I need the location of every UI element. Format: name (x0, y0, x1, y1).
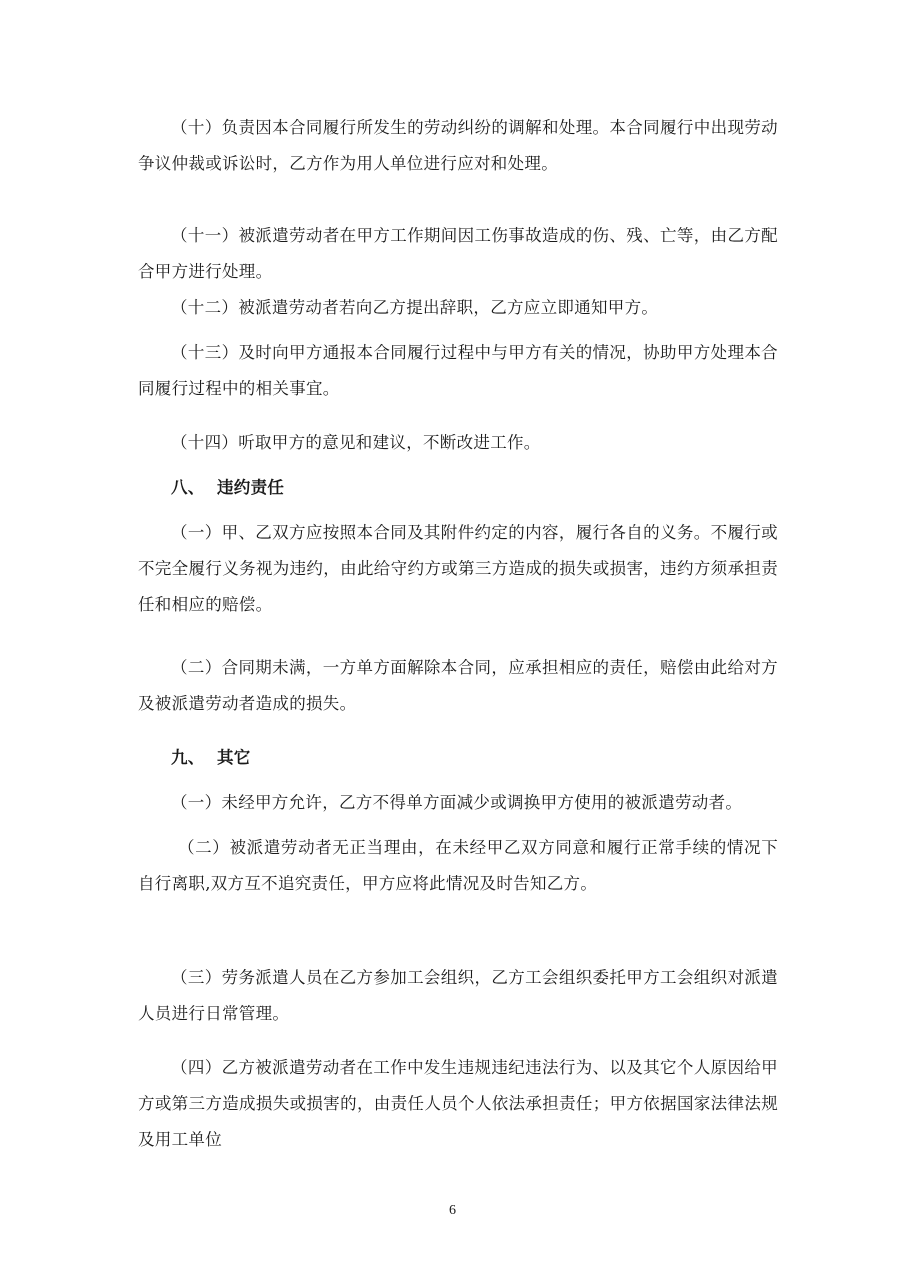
page-number: 6 (449, 1203, 456, 1218)
paragraph-thirteen: （十三）及时向甲方通报本合同履行过程中与甲方有关的情况，协助甲方处理本合同履行过程中的相关事宜。 (138, 343, 778, 398)
breach-paragraph-one: （一）甲、乙双方应按照本合同及其附件约定的内容，履行各自的义务。不履行或不完全履行义务视为违约，由此给守约方或第三方造成的损失或损害，违约方须承担责任和相应的赔偿。 (138, 523, 778, 614)
other-paragraph-four: （四）乙方被派遣劳动者在工作中发生违规违纪违法行为、以及其它个人原因给甲方或第三方造成损失或损害的，由责任人员个人依法承担责任；甲方依据国家法律法规及用工单位 (138, 1058, 778, 1149)
other-paragraph-one: （一）未经甲方允许，乙方不得单方面减少或调换甲方使用的被派遣劳动者。 (171, 793, 743, 812)
other-paragraph-two: （二）被派遣劳动者无正当理由，在未经甲乙双方同意和履行正常手续的情况下自行离职,双方互不追究责任，甲方应将此情况及时告知乙方。 (138, 838, 778, 893)
other-paragraph-three: （三）劳务派遣人员在乙方参加工会组织，乙方工会组织委托甲方工会组织对派遣人员进行日常管理。 (138, 968, 778, 1023)
section-number: 九、 (171, 748, 205, 767)
paragraph-eleven: （十一）被派遣劳动者在甲方工作期间因工伤事故造成的伤、残、亡等，由乙方配合甲方进行处理。 (138, 226, 778, 281)
section-heading-breach (171, 470, 284, 506)
paragraph-fourteen: （十四）听取甲方的意见和建议，不断改进工作。 (171, 433, 541, 452)
section-title: 其它 (217, 748, 251, 767)
section-heading-other (171, 740, 251, 776)
breach-paragraph-two: （二）合同期未满，一方单方面解除本合同，应承担相应的责任，赔偿由此给对方及被派遣劳动者造成的损失。 (138, 658, 778, 713)
paragraph-ten: （十）负责因本合同履行所发生的劳动纠纷的调解和处理。本合同履行中出现劳动争议仲裁或诉讼时，乙方作为用人单位进行应对和处理。 (138, 118, 778, 173)
paragraph-twelve: （十二）被派遣劳动者若向乙方提出辞职，乙方应立即通知甲方。 (171, 298, 659, 317)
section-title: 违约责任 (217, 478, 285, 497)
section-number: 八、 (171, 478, 205, 497)
